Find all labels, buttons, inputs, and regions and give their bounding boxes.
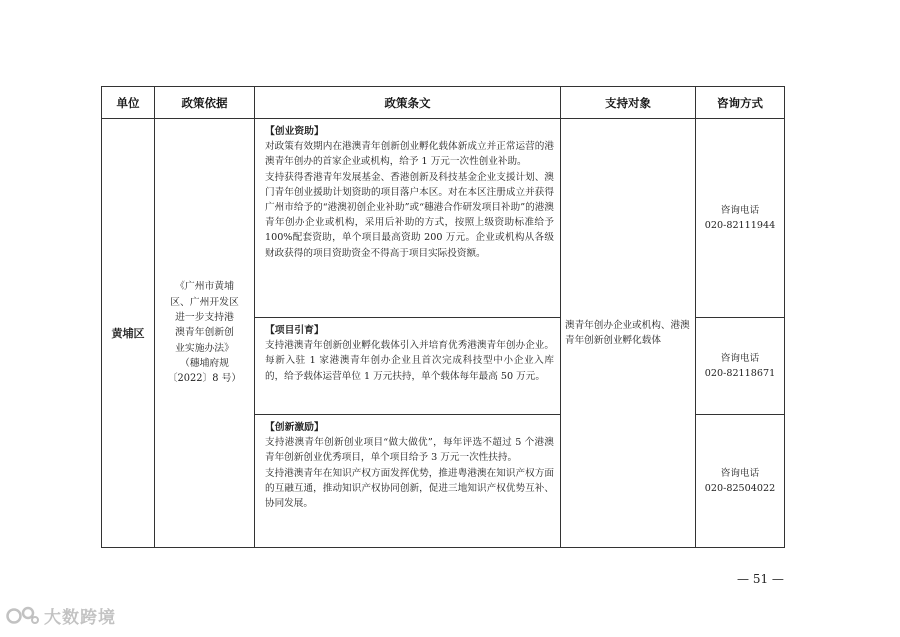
basis-line: 澳青年创新创 (175, 327, 234, 339)
policy-basis (164, 279, 245, 386)
basis-line: 〔2022〕8 号） (167, 373, 242, 385)
support-target: 澳青年创办企业或机构、港澳青年创新创业孵化载体 (565, 320, 690, 346)
basis-line: 业实施办法》 (175, 342, 234, 354)
policy-paragraph: 支持港澳青年创新创业项目“做大做优”，每年评选不超过 5 个港澳青年创新创业优秀项目，单个项目给予 3 万元一次性扶持。 (265, 437, 554, 464)
policy-paragraph: 支持港澳青年创新创业孵化载体引入并培育优秀港澳青年创办企业。每新入驻 1 家港澳青年创办企业且首次完成科技型中小企业入库的，给予载体运营单位 1 万元扶持，单个载体每年最高 50 万元。 (265, 340, 554, 382)
section-title: 【项目引育】 (265, 325, 324, 336)
contact-phone: 020-82504022 (704, 483, 776, 494)
unit-name: 黄埔区 (111, 327, 145, 340)
basis-line: （穗埔府规 (180, 357, 229, 369)
contact-cell-1 (695, 118, 785, 318)
policy-paragraph: 支持港澳青年在知识产权方面发挥优势，推进粤港澳在知识产权方面的互融互通，推动知识产权协同创新，促进三地知识产权优势互补、协同发展。 (265, 467, 554, 510)
policy-paragraph: 支持获得香港青年发展基金、香港创新及科技基金企业支援计划、澳门青年创业援助计划资助的项目落户本区。对在本区注册成立并获得广州市给予的“港澳初创企业补助”或“穗港合作研发项目补助”的港澳青年创办企业或机构，采用后补助的方式，按照上级资助标准给予 100%配套资助，单个项目最高资助 200 万元。企业或机构从各级财政获得的项目资助资金不得高于项目实际投资额。 (265, 171, 554, 259)
page-number: — 51 — (737, 572, 784, 586)
watermark-text: 大数跨境 (44, 608, 116, 628)
header-unit: 单位 (101, 86, 155, 119)
basis-line: 进一步支持港 (175, 312, 234, 324)
basis-line: 《广州市黄埔 (175, 281, 234, 293)
watermark (6, 603, 116, 628)
contact-cell-3 (695, 414, 785, 548)
policy-cell-startup-funding (254, 118, 561, 318)
contact-label: 咨询电话 (720, 205, 760, 216)
unit-cell (101, 118, 155, 548)
contact-phone: 020-82111944 (704, 220, 776, 231)
policy-paragraph: 对政策有效期内在港澳青年创新创业孵化载体新成立并正常运营的港澳青年创办的首家企业或机构，给予 1 万元一次性创业补助。 (265, 141, 554, 168)
contact-label: 咨询电话 (720, 468, 760, 479)
basis-line: 区、广州开发区 (170, 296, 239, 308)
contact-phone: 020-82118671 (704, 368, 776, 379)
contact-label: 咨询电话 (720, 353, 760, 364)
policy-cell-innovation-incentive (254, 414, 561, 548)
header-contact: 咨询方式 (695, 86, 785, 119)
policy-cell-project-incubation (254, 317, 561, 415)
header-policy-text: 政策条文 (254, 86, 561, 119)
policy-table (101, 86, 785, 548)
header-target: 支持对象 (560, 86, 696, 119)
watermark-logo-icon (6, 604, 40, 628)
section-title: 【创业资助】 (265, 126, 324, 137)
section-title: 【创新激励】 (265, 422, 324, 433)
basis-cell (154, 118, 255, 548)
target-cell (560, 118, 696, 548)
contact-cell-2 (695, 317, 785, 415)
header-basis: 政策依据 (154, 86, 255, 119)
